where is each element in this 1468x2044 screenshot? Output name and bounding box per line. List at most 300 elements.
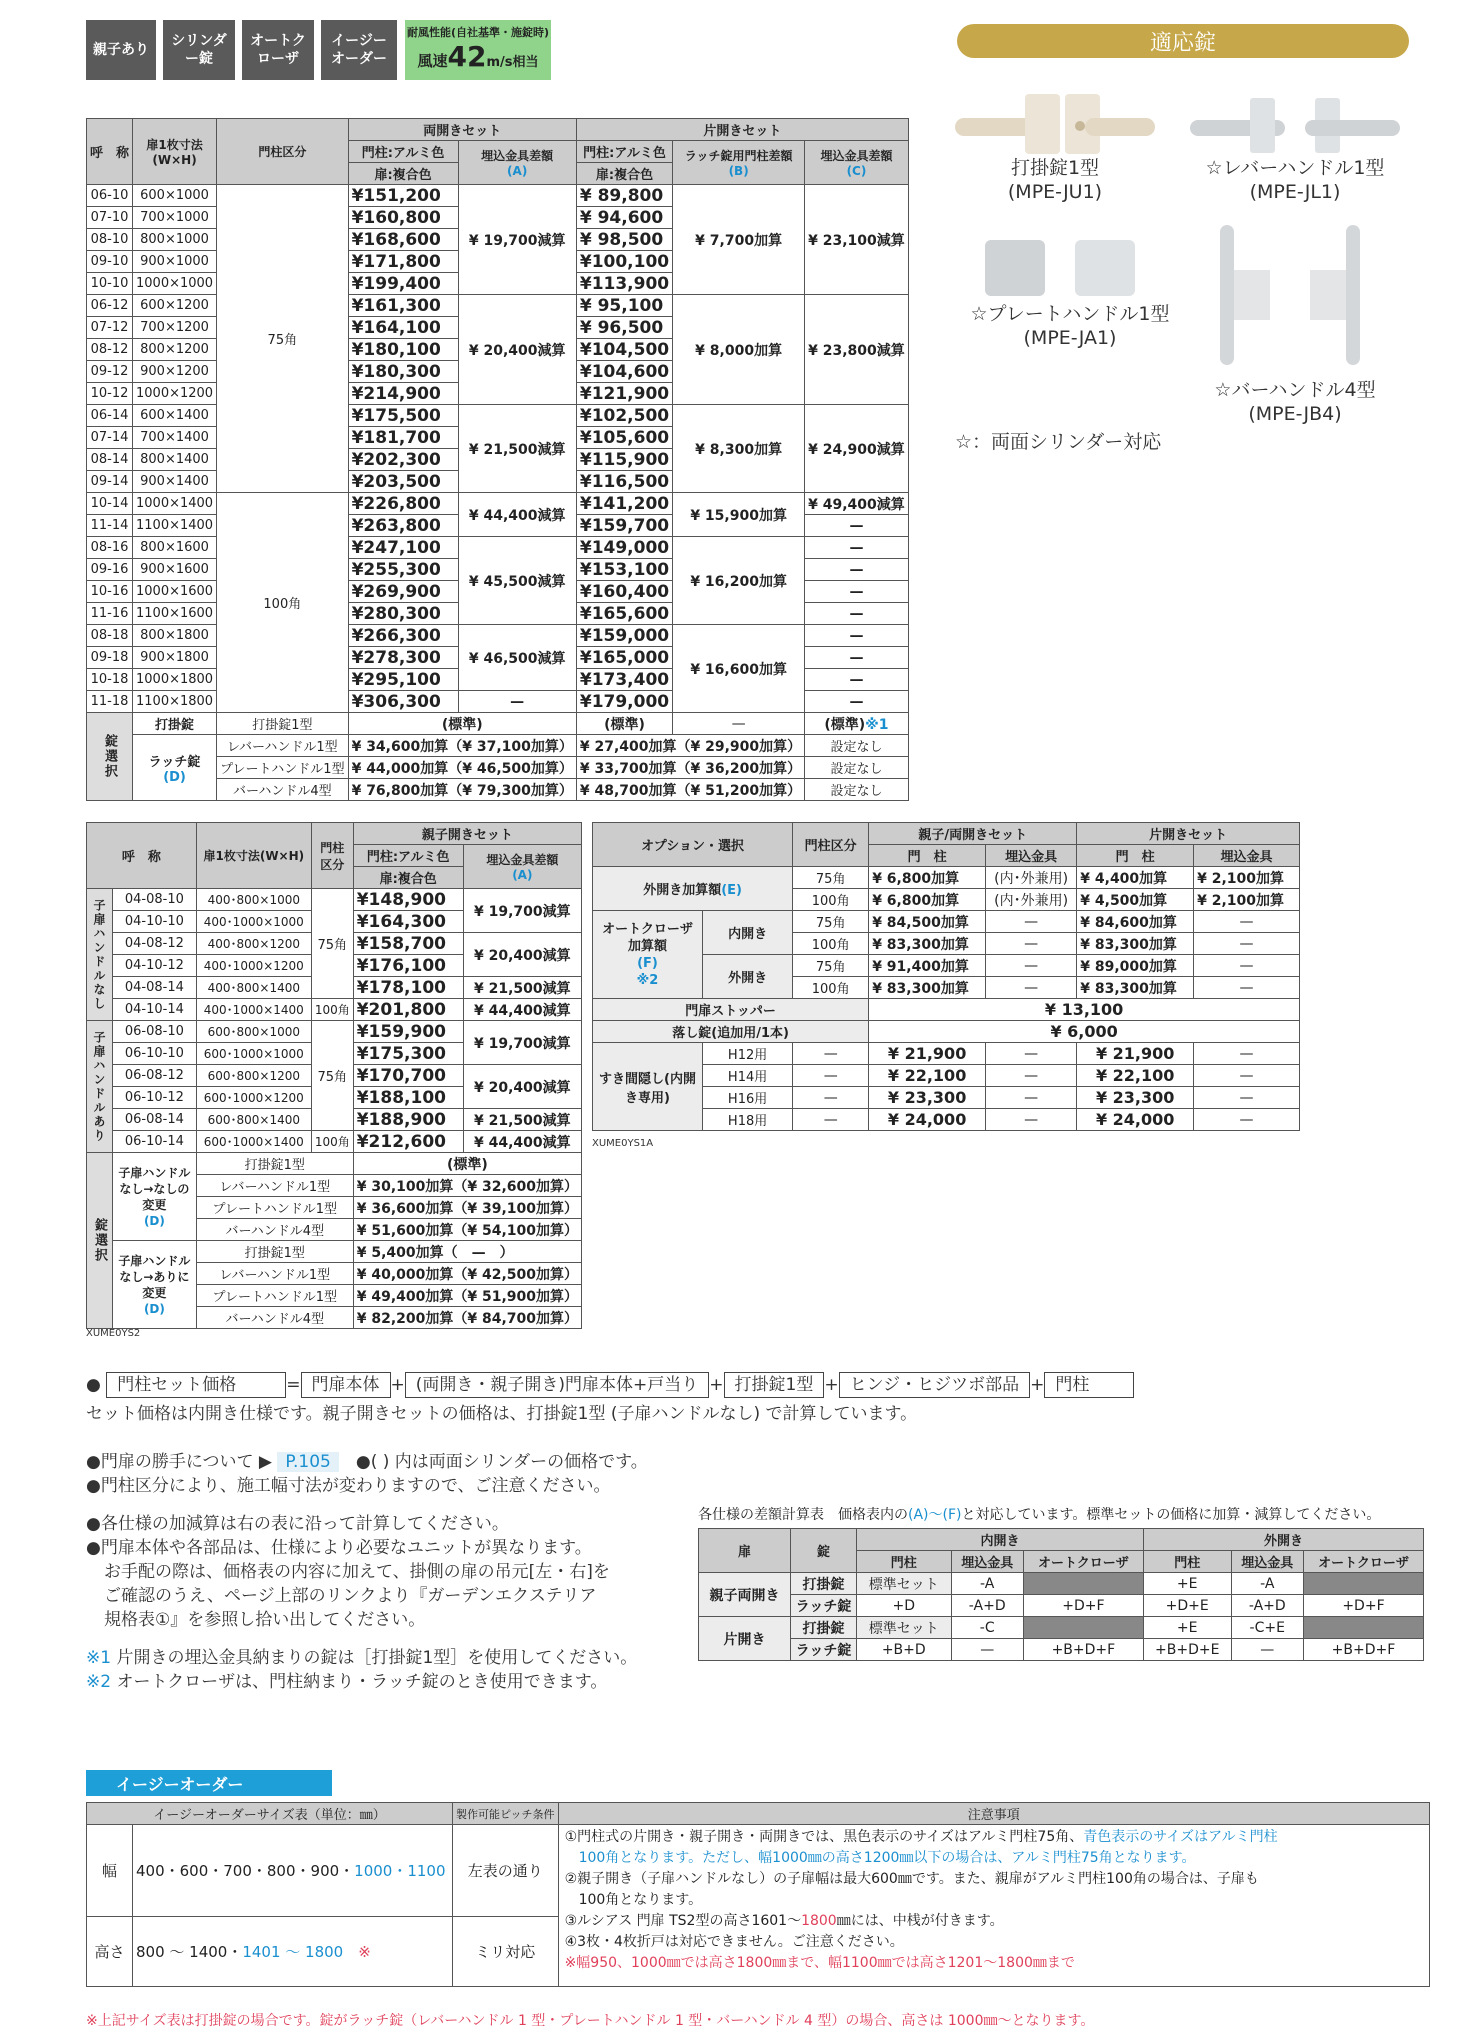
option-value: ¥ 6,800加算 [869,867,986,889]
easy-n1c: 100角となります。ただし、幅1000㎜の高さ1200㎜以下の場合は、アルミ門柱75角となります。 [578,1850,1196,1866]
double-price: ¥255,300 [348,559,458,581]
formula-door-body: 門扉本体 [301,1372,391,1398]
door-stopper-value: ¥ 13,100 [869,999,1300,1021]
single-price: ¥105,600 [576,427,672,449]
wind-caption: 耐風性能(自社基準・施錠時) [406,26,550,39]
calc-title-af: (A)～(F) [908,1507,962,1523]
double-price: ¥226,800 [348,493,458,515]
double-price: ¥266,300 [348,625,458,647]
easy-footnote: ※上記サイズ表は打掛錠の場合です。錠がラッチ錠（レバーハンドル 1 型・プレートハンドル 1 型・バーハンドル 4 型）の場合、高さは 1000㎜～となります。 [86,2013,1095,2029]
row-code: 06-08-10 [113,1021,197,1043]
single-price: ¥173,400 [576,669,672,691]
easy-w-cond: 左表の通り [453,1825,559,1917]
door-stopper: 門扉ストッパー [593,999,869,1021]
latch-adj-b: ¥ 8,300加算 [673,405,805,493]
row-size: 1100×1400 [133,515,217,537]
double-price: ¥214,900 [348,383,458,405]
row-size: 400･800×1200 [196,933,311,955]
t2-th-name: 呼 称 [87,823,197,889]
table2-code: XUME0YS2 [86,1328,141,1339]
option-value: ¥ 83,300加算 [1077,977,1194,999]
handle-change-text: 子扉ハンドルなし→なしの変更 [118,1165,191,1212]
wind-prefix: 風速 [417,52,448,70]
t3-th-sgl: 片開きセット [1077,823,1300,845]
row-code: 09-10 [87,251,133,273]
calc-cell-na [1023,1617,1143,1639]
easy-n1a: ①門柱式の片開き・親子開き・両開きでは、黒色表示のサイズはアルミ門柱75角、 [564,1829,1084,1845]
footnote-2-mark: ※2 [86,1672,112,1692]
row-size: 900×1000 [133,251,217,273]
autocloser-f: (F) [637,955,658,971]
embed-adj: ¥ 21,500減算 [463,977,581,999]
calc-cell: — [1231,1639,1303,1661]
lock-bar-label: ☆バーハンドル4型 [1214,379,1376,401]
row-size: 900×1600 [133,559,217,581]
th-frame: 門柱:アルミ色 [348,141,458,163]
lock-price: ¥ 82,200加算（¥ 84,700加算） [353,1307,581,1329]
embed-adj-a: ¥ 20,400減算 [458,295,576,405]
calc-title-2: と対応しています。標準セットの価格に加算・減算してください。 [961,1507,1381,1523]
lock-price: (標準) [353,1153,581,1175]
double-price: ¥160,800 [348,207,458,229]
formula-hinge: ヒンジ・ヒジツボ部品 [839,1372,1031,1398]
single-price: ¥ 89,800 [576,185,672,207]
page-link[interactable]: P.105 [277,1452,338,1472]
th-size: 扉1枚寸法(W×H) [133,119,217,185]
easy-h-mark: ※ [358,1943,371,1961]
option-value: — [986,955,1077,977]
t3-th-post: 門柱区分 [793,823,869,867]
calc-th-emb2: 埋込金具 [1231,1551,1303,1573]
price-table-oyako [86,822,582,1329]
embed-adj-a: ¥ 45,500減算 [458,537,576,625]
oyako-price: ¥176,100 [353,955,463,977]
post-size: 100角 [793,889,869,911]
tag-easy-order: イージーオーダー [321,20,397,80]
calc-oyako: 親子両開き [699,1573,791,1617]
row-size: 800×1600 [133,537,217,559]
easy-n3 [565,1911,1423,1932]
lock-select-label: 錠選択 [87,713,133,801]
gap-value: — [1194,1087,1300,1109]
row-size: 800×1800 [133,625,217,647]
post-100: 100角 [217,493,349,713]
calc-th-lock: 錠 [791,1529,857,1573]
single-price: ¥115,900 [576,449,672,471]
easy-n3c: ㎜には、中桟が付きます。 [836,1913,1004,1929]
single-price: ¥116,500 [576,471,672,493]
footnote-1 [86,1646,637,1670]
row-code: 06-10-10 [113,1043,197,1065]
option-value: ¥ 83,300加算 [1077,933,1194,955]
row-code: 09-16 [87,559,133,581]
lock-name-bar [1180,378,1410,426]
lock-latch [133,735,217,801]
row-code: 04-08-10 [113,889,197,911]
easy-n1 [565,1827,1423,1848]
note-units-2: お手配の際は、価格表の内容に加えて、掛側の扉の吊元[左・右]を [104,1562,610,1582]
lock-double-price: ¥ 76,800加算（¥ 79,300加算） [348,779,576,801]
option-value: ¥ 84,500加算 [869,911,986,933]
calc-cell-na [1303,1617,1423,1639]
row-code: 07-10 [87,207,133,229]
latch-lock-1-image [955,88,1155,158]
lock-type: プレートハンドル1型 [196,1285,353,1307]
calc-cell: -C [951,1617,1023,1639]
th-post: 門柱区分 [217,119,349,185]
embed-adj-c: — [805,559,909,581]
easy-th-pitch: 製作可能ピッチ条件 [453,1803,559,1825]
easy-th-size: イージーオーダーサイズ表（単位：㎜） [87,1803,453,1825]
latch-adj-b: ¥ 7,700加算 [673,185,805,295]
calc-table [698,1528,1424,1661]
row-size: 400･1000×1200 [196,955,311,977]
easy-w-vals [133,1825,453,1917]
row-code: 06-08-12 [113,1065,197,1087]
row-size: 600･1000×1200 [196,1087,311,1109]
row-code: 11-14 [87,515,133,537]
row-size: 400･800×1400 [196,977,311,999]
footnote-2 [86,1670,607,1694]
post-100: 100角 [311,999,353,1021]
row-code: 08-18 [87,625,133,647]
double-price: ¥269,900 [348,581,458,603]
embed-adj-c: — [805,669,909,691]
t2-th-door: 扉:複合色 [353,867,463,889]
note-units-3: ご確認のうえ、ページ上部のリンクより『ガーデンエクステリア [104,1586,597,1606]
lock-double-price: ¥ 44,000加算（¥ 46,500加算） [348,757,576,779]
post-100: 100角 [311,1131,353,1153]
option-table [592,822,1300,1131]
row-size: 800×1000 [133,229,217,251]
footnote-1-mark: ※1 [86,1648,112,1668]
embed-adj: ¥ 19,700減算 [463,889,581,933]
row-code: 07-14 [87,427,133,449]
row-size: 700×1000 [133,207,217,229]
lock-plate-code: (MPE-JA1) [1023,327,1117,349]
oyako-price: ¥159,900 [353,1021,463,1043]
easy-h-blue: 1401 ～ 1800 [242,1943,344,1961]
th-embed-a [458,141,576,185]
gap-value: ¥ 23,300 [1077,1087,1194,1109]
oyako-price: ¥170,700 [353,1065,463,1087]
gap-height: H12用 [703,1043,793,1065]
option-value: ¥ 89,000加算 [1077,955,1194,977]
row-size: 700×1400 [133,427,217,449]
row-code: 06-12 [87,295,133,317]
oyako-price: ¥175,300 [353,1043,463,1065]
row-size: 800×1400 [133,449,217,471]
t2-th-embed [463,845,581,889]
double-price: ¥280,300 [348,603,458,625]
calc-cell: — [951,1639,1023,1661]
oyako-price: ¥188,100 [353,1087,463,1109]
option-value: ¥ 83,300加算 [869,977,986,999]
calc-cell: +D+F [1303,1595,1423,1617]
row-code: 04-10-10 [113,911,197,933]
easy-notices [558,1825,1429,1987]
single-price: ¥141,200 [576,493,672,515]
th-c: (C) [846,164,867,178]
row-code: 09-18 [87,647,133,669]
row-code: 08-10 [87,229,133,251]
handle-change [113,1153,197,1241]
easy-w: 幅 [87,1825,133,1917]
drop-bolt: 落し錠(追加用/1本) [593,1021,869,1043]
double-price: ¥263,800 [348,515,458,537]
calc-cell: -A+D [951,1595,1023,1617]
oyako-price: ¥212,600 [353,1131,463,1153]
group-with-handle: 子扉ハンドルあり [87,1021,113,1153]
row-code: 09-14 [87,471,133,493]
handle-change [113,1241,197,1329]
row-code: 10-14 [87,493,133,515]
calc-th-outward: 外開き [1143,1529,1423,1551]
mark-1: ※1 [865,716,889,733]
embed-adj-c: — [805,625,909,647]
note-units-4: 規格表①』を参照し拾い出してください。 [104,1610,426,1630]
embed-adj: ¥ 21,500減算 [463,1109,581,1131]
wind-suffix: 相当 [512,55,539,70]
calc-cell: +B+D+F [1303,1639,1423,1661]
lock-dakake-label: 打掛錠1型 [1010,157,1100,179]
row-code: 07-12 [87,317,133,339]
lock-none: 設定なし [805,757,909,779]
calc-cell: +B+D+F [1023,1639,1143,1661]
option-value: — [1194,977,1300,999]
row-code: 09-12 [87,361,133,383]
lock-type: バーハンドル4型 [196,1219,353,1241]
row-code: 08-16 [87,537,133,559]
th-latch-b-label: ラッチ錠用門柱差額 [684,149,793,163]
double-price: ¥247,100 [348,537,458,559]
gap-value: — [986,1065,1077,1087]
bar-handle-image [1210,220,1370,370]
single-price: ¥ 96,500 [576,317,672,339]
double-price: ¥295,100 [348,669,458,691]
calc-cell: +E [1143,1573,1231,1595]
easy-n2b: 100角となります。 [578,1892,703,1908]
double-price: ¥203,500 [348,471,458,493]
th-frame-2: 門柱:アルミ色 [576,141,672,163]
t3-th-emb1: 埋込金具 [986,845,1077,867]
gap-value: — [986,1109,1077,1131]
wind-badge [405,20,551,80]
formula-door-stopper: (両開き・親子開き)門扉本体+戸当り [405,1372,710,1398]
option-value: — [986,933,1077,955]
option-value: ¥ 6,800加算 [869,889,986,911]
calc-cell: +B+D [857,1639,952,1661]
easy-h-cond: ミリ対応 [453,1917,559,1987]
single-price: ¥160,400 [576,581,672,603]
lock-std-mark [805,713,909,735]
set-price-formula: ● 門柱セット価格 = 門扉本体 + (両開き・親子開き)門扉本体+戸当り + 打掛錠1型 + ヒンジ・ヒジツボ部品 + 門柱 [86,1372,1134,1398]
oyako-price: ¥178,100 [353,977,463,999]
calc-th-post2: 門柱 [1143,1551,1231,1573]
calc-th-auto2: オートクローザ [1303,1551,1423,1573]
double-price: ¥151,200 [348,185,458,207]
oyako-price: ¥148,900 [353,889,463,911]
price-table-main [86,118,909,801]
handle-change-d: (D) [143,1301,165,1316]
option-value: (内･外兼用) [986,889,1077,911]
latch-adj-b: ¥ 8,000加算 [673,295,805,405]
outside-add [593,867,793,911]
row-code: 11-16 [87,603,133,625]
lock-select-label: 錠選択 [87,1153,113,1329]
single-price: ¥153,100 [576,559,672,581]
latch-adj-b: ¥ 15,900加算 [673,493,805,537]
formula-plus-4: + [1030,1375,1045,1395]
single-price: ¥104,500 [576,339,672,361]
outside-add-label: 外開き加算額 [643,883,722,898]
row-code: 10-18 [87,669,133,691]
formula-equal: = [286,1375,301,1395]
row-size: 400･1000×1400 [196,999,311,1021]
drop-bolt-value: ¥ 6,000 [869,1021,1300,1043]
option-value: ¥ 83,300加算 [869,933,986,955]
calc-cell: +E [1143,1617,1231,1639]
outward: 外開き [703,955,793,999]
single-price: ¥121,900 [576,383,672,405]
embed-adj-c: — [805,515,909,537]
t2-th-title: 親子開きセット [353,823,581,845]
row-size: 600･1000×1400 [196,1131,311,1153]
embed-adj-a: ¥ 19,700減算 [458,185,576,295]
lock-type: 打掛錠1型 [196,1241,353,1263]
embed-adj-c: — [805,647,909,669]
calc-cell-na [1023,1573,1143,1595]
gap-value: — [793,1043,869,1065]
row-code: 06-14 [87,405,133,427]
gap-value: — [1194,1043,1300,1065]
easy-order-title: イージーオーダー [86,1770,332,1796]
single-price: ¥104,600 [576,361,672,383]
embed-adj-c: — [805,537,909,559]
th-door-2: 扉:複合色 [576,163,672,185]
embed-adj-a: ¥ 21,500減算 [458,405,576,493]
set-price-note: セット価格は内開き仕様です。親子開きセットの価格は、打掛錠1型 (子扉ハンドルなし) で計算しています。 [86,1404,918,1424]
double-cylinder-note: ☆：両面シリンダー対応 [955,431,1162,453]
easy-w-black: 400・600・700・800・900・ [136,1862,355,1880]
embed-adj-c: ¥ 23,800減算 [805,295,909,405]
lock-type: レバーハンドル1型 [217,735,349,757]
row-size: 700×1200 [133,317,217,339]
lock-price: ¥ 49,400加算（¥ 51,900加算） [353,1285,581,1307]
handle-change-d: (D) [143,1213,165,1228]
post-size: 100角 [793,977,869,999]
lock-none: 設定なし [805,735,909,757]
t3-th-col1: 門 柱 [869,845,986,867]
gap-height: H14用 [703,1065,793,1087]
calc-latch-2: ラッチ錠 [791,1639,857,1661]
gap-value: ¥ 23,300 [869,1087,986,1109]
t2-th-frame: 門柱:アルミ色 [353,845,463,867]
calc-cell: +D+F [1023,1595,1143,1617]
row-size: 1000×1400 [133,493,217,515]
row-size: 400･1000×1000 [196,911,311,933]
oyako-price: ¥201,800 [353,999,463,1021]
row-code: 04-10-12 [113,955,197,977]
post-75: 75角 [217,185,349,493]
lock-price: ¥ 51,600加算（¥ 54,100加算） [353,1219,581,1241]
gap-value: — [793,1109,869,1131]
tag-cylinder: シリンダー錠 [163,20,235,80]
row-code: 06-10-12 [113,1087,197,1109]
gap-value: ¥ 24,000 [869,1109,986,1131]
formula-plus-3: + [824,1375,839,1395]
inward: 内開き [703,911,793,955]
calc-cell: +D [857,1595,952,1617]
formula-plus-1: + [390,1375,405,1395]
note-hand-text: ●門扉の勝手について ▶ [86,1452,272,1472]
gap-value: ¥ 21,900 [1077,1043,1194,1065]
oyako-price: ¥158,700 [353,933,463,955]
lock-std-c: (標準) [824,716,866,733]
double-price: ¥278,300 [348,647,458,669]
gap-value: — [1194,1109,1300,1131]
embed-adj-c: — [805,603,909,625]
row-code: 06-10-14 [113,1131,197,1153]
double-price: ¥306,300 [348,691,458,713]
easy-th-notice: 注意事項 [558,1803,1429,1825]
single-price: ¥ 98,500 [576,229,672,251]
row-size: 600･800×1000 [196,1021,311,1043]
lock-type: レバーハンドル1型 [196,1263,353,1285]
lock-single-price: ¥ 27,400加算（¥ 29,900加算） [576,735,804,757]
single-price: ¥165,600 [576,603,672,625]
easy-n4: ④3枚・4枚折戸は対応できません。ご注意ください。 [564,1934,904,1950]
formula-plus-2: + [709,1375,724,1395]
row-size: 800×1200 [133,339,217,361]
post-size: 75角 [793,955,869,977]
double-price: ¥164,100 [348,317,458,339]
calc-cell: 標準セット [857,1617,952,1639]
calc-dakake-1: 打掛錠 [791,1573,857,1595]
gap-value: ¥ 21,900 [869,1043,986,1065]
row-size: 1000×1600 [133,581,217,603]
tag-oyako: 親子あり [86,20,156,80]
easy-n3a: ③ルシアス 門扉 TS2型の高さ1601～ [564,1913,802,1929]
row-code: 06-10 [87,185,133,207]
lock-std: (標準) [348,713,576,735]
lock-type: 打掛錠1型 [196,1153,353,1175]
double-price: ¥180,300 [348,361,458,383]
plate-handle-image [985,238,1155,298]
lock-type: バーハンドル4型 [196,1307,353,1329]
th-latch-b [673,141,805,185]
calc-th-auto1: オートクローザ [1023,1551,1143,1573]
lock-type: バーハンドル4型 [217,779,349,801]
th-single-set: 片開きセット [576,119,908,141]
lock-dakake-code: (MPE-JU1) [1007,181,1103,203]
option-value: ¥ 2,100加算 [1194,867,1300,889]
oyako-price: ¥188,900 [353,1109,463,1131]
calc-cell: -C+E [1231,1617,1303,1639]
lock-name-dakake [955,156,1155,204]
t2-th-size: 扉1枚寸法(W×H) [196,823,311,889]
autocloser-add [593,911,703,999]
lock-single-price: ¥ 48,700加算（¥ 51,200加算） [576,779,804,801]
gap-cover: すき間隠し(内開き専用) [593,1043,703,1131]
calc-th-post1: 門柱 [857,1551,952,1573]
row-code: 10-12 [87,383,133,405]
note-hand [86,1450,648,1474]
easy-h-black: 800 ～ 1400・ [136,1943,243,1961]
oyako-price: ¥164,300 [353,911,463,933]
option-value: ¥ 91,400加算 [869,955,986,977]
row-code: 10-10 [87,273,133,295]
